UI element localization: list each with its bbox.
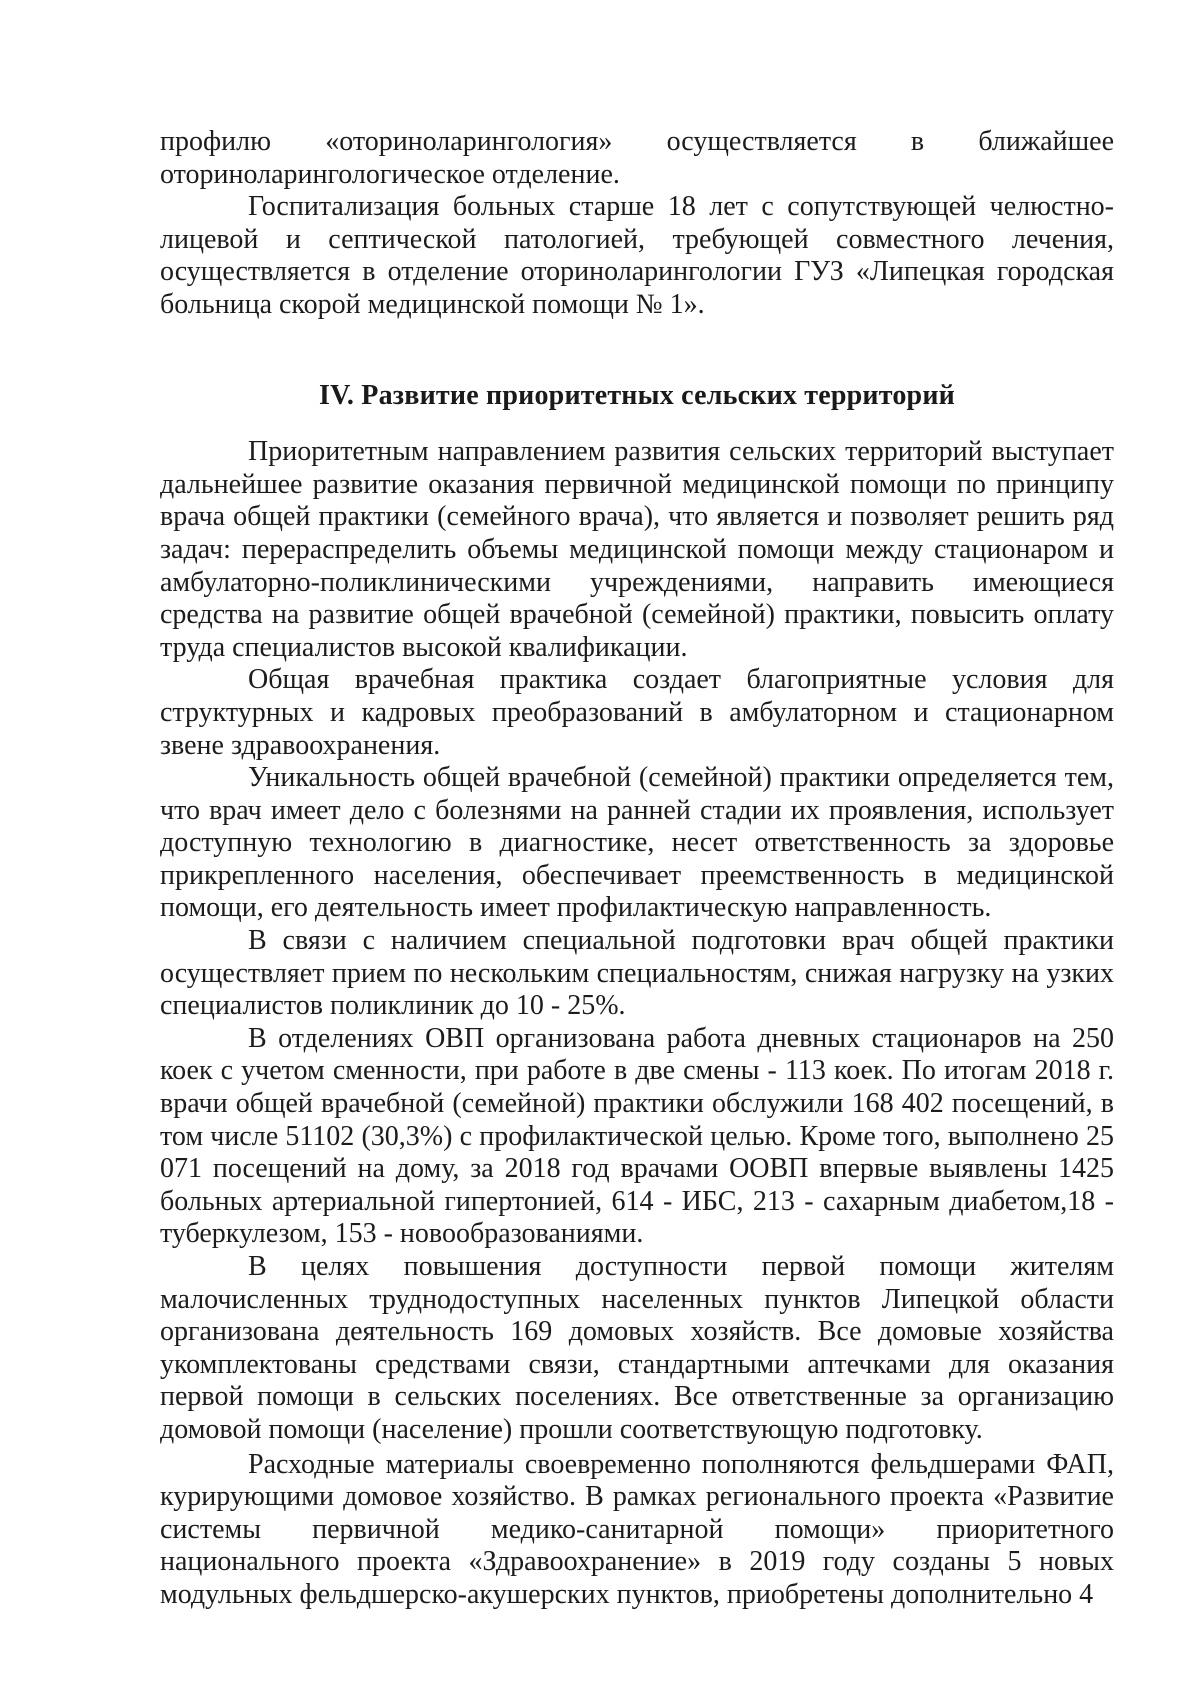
paragraph-day-hospitals: В отделениях ОВП организована работа дневных стационаров на 250 коек с учетом сменности, при работе в две смены - 113 коек. По итогам 2018 г. врачи общей врачебной (семейной) практики обслужили 168 402 посещений, в том числе 51102 (30,3%) с профилактической целью. Кроме того, выполнено 25 071 посещений на дому, за 2018 год врачами ООВП впервые выявлены 1425 больных артериальной гипертонией, 614 - ИБС, 213 - сахарным диабетом,18 - туберкулезом, 153 - новообразованиями. <box>160 1022 1114 1250</box>
paragraph-general-practice: Общая врачебная практика создает благоприятные условия для структурных и кадровых преобразований в амбулаторном и стационарном звене здравоохранения. <box>160 664 1114 761</box>
paragraph-supplies: Расходные материалы своевременно пополняются фельдшерами ФАП, курирующими домовое хозяйство. В рамках регионального проекта «Развитие системы первичной медико-санитарной помощи» приоритетного национального проекта «Здравоохранение» в 2019 году созданы 5 новых модульных фельдшерско-акушерских пунктов, приобретены дополнительно 4 <box>160 1448 1114 1610</box>
document-body <box>160 126 1114 1612</box>
paragraph-specialties: В связи с наличием специальной подготовки врач общей практики осуществляет прием по нескольким специальностям, снижая нагрузку на узких специалистов поликлиник до 10 - 25%. <box>160 925 1114 1022</box>
paragraph-priority-direction: Приоритетным направлением развития сельских территорий выступает дальнейшее развитие оказания первичной медицинской помощи по принципу врача общей практики (семейного врача), что является и позволяет решить ряд задач: перераспределить объемы медицинской помощи между стационаром и амбулаторно-поликлиническими учреждениями, направить имеющиеся средства на развитие общей врачебной (семейной) практики, повысить оплату труда специалистов высокой квалификации. <box>160 436 1114 663</box>
paragraph-households: В целях повышения доступности первой помощи жителям малочисленных труднодоступных населенных пунктов Липецкой области организована деятельность 169 домовых хозяйств. Все домовые хозяйства укомплектованы средствами связи, стандартными аптечками для оказания первой помощи в сельских поселениях. Все ответственные за организацию домовой помощи (население) прошли соответствующую подготовку. <box>160 1251 1114 1445</box>
section-heading: IV. Развитие приоритетных сельских территорий <box>319 379 955 411</box>
paragraph-continuation: профилю «оториноларингология» осуществляется в ближайшее оториноларингологическое отделение. <box>160 126 1114 190</box>
paragraph-hospitalization: Госпитализация больных старше 18 лет с сопутствующей челюстно-лицевой и септической патологией, требующей совместного лечения, осуществляется в отделение оториноларингологии ГУЗ «Липецкая городская больница скорой медицинской помощи № 1». <box>160 191 1114 320</box>
paragraph-uniqueness: Уникальность общей врачебной (семейной) практики определяется тем, что врач имеет дело с болезнями на ранней стадии их проявления, использует доступную технологию в диагностике, несет ответственность за здоровье прикрепленного населения, обеспечивает преемственность в медицинской помощи, его деятельность имеет профилактическую направленность. <box>160 762 1114 924</box>
